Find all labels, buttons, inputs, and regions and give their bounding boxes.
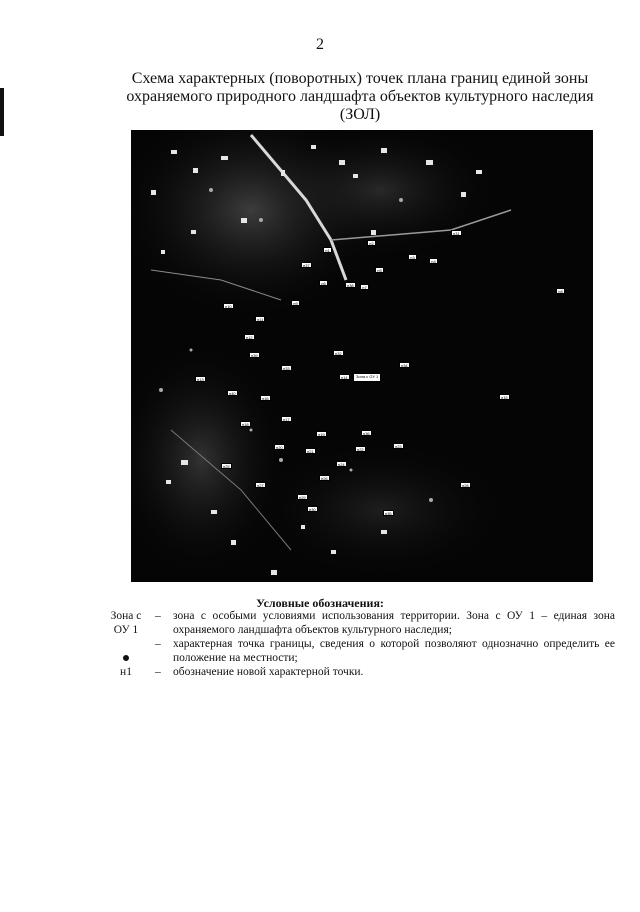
point-label: н28 bbox=[462, 483, 469, 488]
legend-text-new-point: обозначение новой характерной точки. bbox=[173, 666, 364, 678]
point-label: н1 bbox=[323, 247, 332, 253]
point-label: н15 bbox=[501, 395, 508, 400]
legend-text-point: характерная точка границы, сведения о которой позволяют однозначно определить ее положение на местности; bbox=[173, 638, 615, 664]
point-label: н3 bbox=[408, 254, 417, 260]
point-label: н16 bbox=[262, 396, 269, 401]
legend-dash: – bbox=[155, 610, 161, 622]
point-label: н22 bbox=[357, 447, 364, 452]
margin-mark bbox=[0, 88, 4, 136]
legend-row-point bbox=[105, 637, 615, 665]
point-label: н37 bbox=[303, 263, 310, 268]
legend-dash: – bbox=[155, 638, 161, 650]
point-label: н36 bbox=[363, 431, 370, 436]
legend-title: Условные обозначения: bbox=[256, 596, 384, 610]
point-label: н25 bbox=[223, 464, 230, 469]
point-label: н23 bbox=[395, 444, 402, 449]
legend-dash: – bbox=[155, 666, 161, 678]
point-label: н30 bbox=[309, 507, 316, 512]
point-label: н39 bbox=[251, 353, 258, 358]
point-label: н35 bbox=[385, 511, 392, 516]
page-title: Схема характерных (поворотных) точек плана границ единой зоны охраняемого природного ландшафта объектов культурного наследия (ЗОЛ) bbox=[126, 70, 594, 123]
point-label: н31 bbox=[453, 231, 460, 236]
legend-symbol-zone: Зона с ОУ 1 bbox=[110, 610, 142, 636]
point-label: н17 bbox=[283, 417, 290, 422]
point-label: н6 bbox=[319, 280, 328, 286]
point-label: н14 bbox=[341, 375, 348, 380]
legend-row-zone bbox=[105, 609, 615, 637]
black-dot-icon bbox=[105, 651, 147, 665]
point-label: н33 bbox=[283, 366, 290, 371]
point-label: н4 bbox=[429, 258, 438, 264]
legend-text-zone: зона с особыми условиями использования территории. Зона с ОУ 1 – единая зона охраняемого ландшафта объектов культурного наследия; bbox=[173, 610, 615, 636]
legend bbox=[105, 609, 615, 679]
point-label: н2 bbox=[367, 240, 376, 246]
point-label: н5 bbox=[375, 267, 384, 273]
page-number: 2 bbox=[316, 36, 324, 53]
point-label: н38 bbox=[347, 283, 354, 288]
point-label: н18 bbox=[242, 422, 249, 427]
point-label: н8 bbox=[556, 288, 565, 294]
point-label: н19 bbox=[318, 432, 325, 437]
point-label: н27 bbox=[257, 483, 264, 488]
point-label: н11 bbox=[257, 317, 264, 322]
point-label: н13 bbox=[197, 377, 204, 382]
point-label: н34 bbox=[401, 363, 408, 368]
legend-symbol-new-point: н1 bbox=[120, 666, 132, 678]
point-label: н9 bbox=[291, 300, 300, 306]
legend-row-new-point bbox=[105, 665, 615, 679]
point-label: н26 bbox=[321, 476, 328, 481]
point-label: н10 bbox=[225, 304, 232, 309]
point-label: н40 bbox=[229, 391, 236, 396]
point-label: н7 bbox=[360, 284, 369, 290]
map-imagery bbox=[131, 130, 593, 582]
point-label: н32 bbox=[335, 351, 342, 356]
point-label: н12 bbox=[246, 335, 253, 340]
point-label: н29 bbox=[299, 495, 306, 500]
point-label: н20 bbox=[276, 445, 283, 450]
zone-label: Зона с ОУ 1 bbox=[353, 373, 381, 382]
satellite-map bbox=[131, 130, 593, 582]
point-label: н24 bbox=[338, 462, 345, 467]
point-label: н21 bbox=[307, 449, 314, 454]
